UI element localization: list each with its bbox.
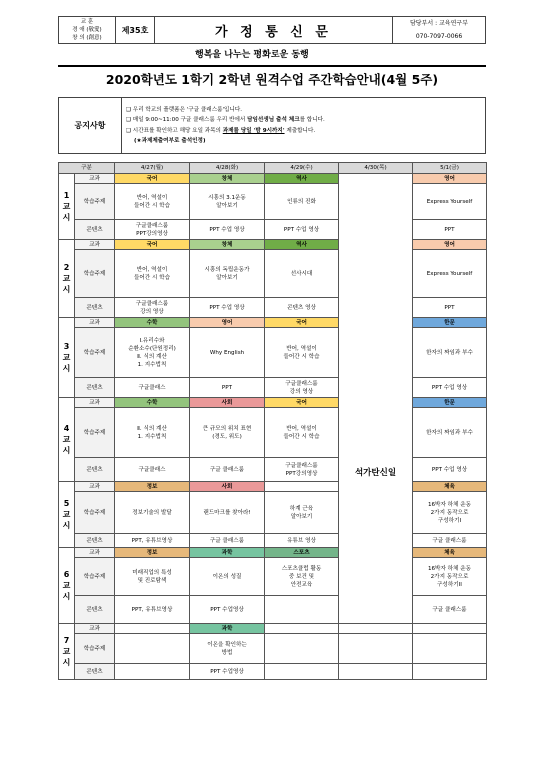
header-cell: 4/29(수) bbox=[265, 163, 339, 174]
row-label: 교과 bbox=[75, 624, 115, 634]
holiday-cell bbox=[339, 174, 413, 624]
content-cell: 구글 클래스룸 bbox=[413, 534, 487, 548]
content-cell: 구글클래스룸 강의 영상 bbox=[265, 378, 339, 398]
subject-cell bbox=[115, 624, 190, 634]
motto-line: 창 의 (創意) bbox=[72, 35, 102, 41]
content-cell: PPT bbox=[413, 298, 487, 318]
content-cell: PPT 수업 영상 bbox=[190, 298, 265, 318]
row-label: 학습주제 bbox=[75, 328, 115, 378]
period-label-char: 1 bbox=[63, 191, 70, 200]
subject-cell: 국어 bbox=[265, 318, 339, 328]
period-label-char: 시 bbox=[62, 521, 71, 530]
subject-cell: 수학 bbox=[115, 398, 190, 408]
row-label: 콘텐츠 bbox=[75, 378, 115, 398]
content-cell: PPT, 유튜브영상 bbox=[115, 596, 190, 624]
topic-cell: 스포츠클럽 활동 중 보건 및 안전교육 bbox=[265, 558, 339, 596]
subject-cell: 수학 bbox=[115, 318, 190, 328]
subject-cell bbox=[265, 482, 339, 492]
issue-number: 제35호 bbox=[116, 17, 155, 44]
subject-cell: 창체 bbox=[190, 174, 265, 184]
topic-cell: 선사시대 bbox=[265, 250, 339, 298]
department: 담당부서 : 교육연구부 bbox=[409, 20, 468, 27]
row-label: 교과 bbox=[75, 240, 115, 250]
schedule-row bbox=[59, 634, 487, 664]
content-cell bbox=[115, 664, 190, 680]
row-label: 학습주제 bbox=[75, 250, 115, 298]
content-cell bbox=[265, 664, 339, 680]
period-label-char: 교 bbox=[62, 202, 71, 211]
period-label-char: 교 bbox=[62, 510, 71, 519]
header-cell: 구분 bbox=[59, 163, 115, 174]
period-label bbox=[59, 318, 75, 398]
subject-cell: 국어 bbox=[115, 174, 190, 184]
period-label-char: 7 bbox=[63, 636, 70, 645]
notice-label: 공지사항 bbox=[59, 98, 122, 154]
divider bbox=[58, 65, 486, 67]
schedule-row bbox=[59, 174, 487, 184]
motto-line: 경 애 (敬愛) bbox=[72, 27, 102, 33]
topic-cell: 미래직업의 특성 및 진로탐색 bbox=[115, 558, 190, 596]
period-label-char: 6 bbox=[63, 570, 70, 579]
subject-cell: 한문 bbox=[413, 318, 487, 328]
topic-cell: 이온을 확인하는 방법 bbox=[190, 634, 265, 664]
period-label-char: 교 bbox=[62, 647, 71, 656]
period-label-char: 시 bbox=[62, 213, 71, 222]
period-label-char: 2 bbox=[63, 263, 70, 272]
period-label-char: 교 bbox=[62, 435, 71, 444]
topic-cell: Ⅱ. 식의 계산 1. 지수법칙 bbox=[115, 408, 190, 458]
content-cell: PPT 수업영상 bbox=[190, 596, 265, 624]
notice-line bbox=[126, 115, 485, 126]
topic-cell: Why English bbox=[190, 328, 265, 378]
topic-cell: 16박자 하체 운동 2가지 동작으로 구성하기I bbox=[413, 492, 487, 534]
row-label: 교과 bbox=[75, 398, 115, 408]
period-label bbox=[59, 174, 75, 240]
subject-cell: 정보 bbox=[115, 482, 190, 492]
header-cell: 4/30(목) bbox=[339, 163, 413, 174]
row-label: 콘텐츠 bbox=[75, 298, 115, 318]
topic-cell bbox=[339, 634, 413, 664]
row-label: 교과 bbox=[75, 548, 115, 558]
notice-line bbox=[126, 126, 485, 137]
subject-cell: 체육 bbox=[413, 548, 487, 558]
row-label: 콘텐츠 bbox=[75, 220, 115, 240]
content-cell: 구글클래스 bbox=[115, 378, 190, 398]
period-label bbox=[59, 624, 75, 680]
notice-text: ❑ 시간표를 확인하고 해당 요일 과목의 bbox=[126, 127, 223, 134]
content-cell: PPT bbox=[413, 220, 487, 240]
topic-cell: Ⅰ.유리수와 순환소수(단원정리) Ⅱ. 식의 계산 1. 지수법칙 bbox=[115, 328, 190, 378]
content-cell bbox=[339, 664, 413, 680]
content-cell bbox=[413, 664, 487, 680]
schedule-row bbox=[59, 492, 487, 534]
subject-cell: 역사 bbox=[265, 174, 339, 184]
school-motto bbox=[59, 17, 116, 44]
schedule-row bbox=[59, 458, 487, 482]
topic-cell: 한자의 짜임과 부수 bbox=[413, 328, 487, 378]
subject-cell: 영어 bbox=[190, 318, 265, 328]
header-cell: 4/28(화) bbox=[190, 163, 265, 174]
schedule-row bbox=[59, 318, 487, 328]
period-label bbox=[59, 548, 75, 624]
row-label: 콘텐츠 bbox=[75, 596, 115, 624]
schedule-row bbox=[59, 664, 487, 680]
topic-cell: 시흥의 3.1운동 알아보기 bbox=[190, 184, 265, 220]
subject-cell: 스포츠 bbox=[265, 548, 339, 558]
topic-cell: 인류의 진화 bbox=[265, 184, 339, 220]
schedule-row bbox=[59, 250, 487, 298]
topic-cell: 큰 규모의 위치 표현 (경도, 위도) bbox=[190, 408, 265, 458]
notice-line bbox=[126, 136, 485, 147]
notice-text: ❑ 매일 9:00~11:00 구글 클래스룸 우리 반에서 bbox=[126, 117, 248, 123]
period-label-char: 5 bbox=[63, 499, 70, 508]
schedule-row bbox=[59, 596, 487, 624]
schedule-row bbox=[59, 184, 487, 220]
period-label-char: 4 bbox=[63, 424, 70, 433]
subject-cell: 영어 bbox=[413, 174, 487, 184]
content-cell: PPT 수업영상 bbox=[190, 664, 265, 680]
content-cell: 구글클래스룸 강의 영상 bbox=[115, 298, 190, 318]
schedule-row bbox=[59, 378, 487, 398]
content-cell: PPT 수업 영상 bbox=[413, 458, 487, 482]
subject-cell: 한문 bbox=[413, 398, 487, 408]
period-label-char: 교 bbox=[62, 581, 71, 590]
period-label-char: 시 bbox=[62, 446, 71, 455]
phone-number: 070-7097-0066 bbox=[415, 33, 463, 40]
notice-body bbox=[122, 98, 486, 154]
subject-cell: 역사 bbox=[265, 240, 339, 250]
schedule-row bbox=[59, 534, 487, 548]
row-label: 교과 bbox=[75, 174, 115, 184]
row-label: 학습주제 bbox=[75, 184, 115, 220]
topic-cell: 정보기술의 발달 bbox=[115, 492, 190, 534]
content-cell: 구글클래스룸 PPT강의영상 bbox=[115, 220, 190, 240]
subject-cell bbox=[413, 624, 487, 634]
notice-box bbox=[58, 97, 486, 154]
subject-cell: 정보 bbox=[115, 548, 190, 558]
content-cell: 구글클래스 bbox=[115, 458, 190, 482]
subject-cell: 사회 bbox=[190, 482, 265, 492]
schedule-row bbox=[59, 548, 487, 558]
notice-emphasis: 과제를 당일 '밤 9시까지' bbox=[222, 127, 285, 134]
content-cell: PPT bbox=[190, 378, 265, 398]
holiday-label: 석가탄신일 bbox=[354, 468, 397, 478]
row-label: 콘텐츠 bbox=[75, 664, 115, 680]
content-cell: 구글 클래스룸 bbox=[190, 534, 265, 548]
contact-info bbox=[393, 17, 486, 44]
row-label: 콘텐츠 bbox=[75, 534, 115, 548]
schedule-row bbox=[59, 558, 487, 596]
schedule-row bbox=[59, 408, 487, 458]
topic-cell: 반어, 역설이 들어간 시 학습 bbox=[265, 408, 339, 458]
row-label: 콘텐츠 bbox=[75, 458, 115, 482]
period-label-char: 교 bbox=[62, 353, 71, 362]
topic-cell: 16박자 하체 운동 2가지 동작으로 구성하기II bbox=[413, 558, 487, 596]
motto-line: 교 훈 bbox=[80, 19, 94, 25]
content-cell: PPT 수업 영상 bbox=[190, 220, 265, 240]
topic-cell: 랜드마크를 찾아라! bbox=[190, 492, 265, 534]
topic-cell: 반어, 역설이 들어간 시 학습 bbox=[115, 184, 190, 220]
header-cell: 5/1(금) bbox=[413, 163, 487, 174]
content-cell: 유튜브 영상 bbox=[265, 534, 339, 548]
period-label bbox=[59, 398, 75, 482]
subject-cell: 사회 bbox=[190, 398, 265, 408]
schedule-row bbox=[59, 624, 487, 634]
period-label bbox=[59, 240, 75, 318]
period-label-char: 시 bbox=[62, 285, 71, 294]
subject-cell: 과학 bbox=[190, 624, 265, 634]
topic-cell: Express Yourself bbox=[413, 184, 487, 220]
content-cell: 구글 클래스룸 bbox=[413, 596, 487, 624]
schedule-row bbox=[59, 328, 487, 378]
subject-cell: 국어 bbox=[265, 398, 339, 408]
topic-cell: 하계 근육 알아보기 bbox=[265, 492, 339, 534]
topic-cell: 이온의 성질 bbox=[190, 558, 265, 596]
content-cell: PPT 수업 영상 bbox=[413, 378, 487, 398]
notice-text: 를 합니다. bbox=[299, 117, 325, 123]
subject-cell bbox=[339, 624, 413, 634]
content-cell: 콘텐츠 영상 bbox=[265, 298, 339, 318]
subject-cell: 창체 bbox=[190, 240, 265, 250]
notice-emphasis: (★과제제출여부로 출석인정) bbox=[134, 138, 206, 144]
schedule-row bbox=[59, 298, 487, 318]
notice-line: ❑ 우리 학교의 플랫폼은 '구글 클래스룸'입니다. bbox=[126, 106, 243, 113]
subject-cell bbox=[265, 624, 339, 634]
subject-cell: 국어 bbox=[115, 240, 190, 250]
topic-cell: Express Yourself bbox=[413, 250, 487, 298]
topic-cell bbox=[265, 634, 339, 664]
subject-cell: 영어 bbox=[413, 240, 487, 250]
slogan: 행복을 나누는 평화로운 동행 bbox=[195, 50, 309, 60]
notice-text: 제출합니다. bbox=[284, 127, 316, 134]
topic-cell: 한자의 짜임과 부수 bbox=[413, 408, 487, 458]
content-cell: 구글 클래스룸 bbox=[190, 458, 265, 482]
schedule-header-row bbox=[59, 163, 487, 174]
subject-cell: 과학 bbox=[190, 548, 265, 558]
page-title: 2020학년도 1학기 2학년 원격수업 주간학습안내(4월 5주) bbox=[105, 72, 439, 87]
subject-cell: 체육 bbox=[413, 482, 487, 492]
topic-cell: 반어, 역설이 들어간 시 학습 bbox=[265, 328, 339, 378]
schedule-row bbox=[59, 482, 487, 492]
period-label-char: 시 bbox=[62, 364, 71, 373]
topic-cell bbox=[413, 634, 487, 664]
content-cell bbox=[265, 596, 339, 624]
newsletter-title: 가 정 통 신 문 bbox=[155, 17, 393, 44]
row-label: 교과 bbox=[75, 318, 115, 328]
content-cell: PPT 수업 영상 bbox=[265, 220, 339, 240]
schedule-row bbox=[59, 398, 487, 408]
topic-cell: 반어, 역설이 들어간 시 학습 bbox=[115, 250, 190, 298]
row-label: 교과 bbox=[75, 482, 115, 492]
row-label: 학습주제 bbox=[75, 408, 115, 458]
period-label-char: 교 bbox=[62, 274, 71, 283]
row-label: 학습주제 bbox=[75, 492, 115, 534]
masthead bbox=[58, 16, 486, 44]
schedule-row bbox=[59, 220, 487, 240]
row-label: 학습주제 bbox=[75, 634, 115, 664]
period-label-char: 3 bbox=[63, 342, 70, 351]
content-cell: 구글클래스룸 PPT강의영상 bbox=[265, 458, 339, 482]
period-label-char: 시 bbox=[62, 658, 71, 667]
header-cell: 4/27(월) bbox=[115, 163, 190, 174]
content-cell: PPT, 유튜브영상 bbox=[115, 534, 190, 548]
schedule-row bbox=[59, 240, 487, 250]
weekly-schedule-table bbox=[58, 162, 487, 680]
period-label bbox=[59, 482, 75, 548]
row-label: 학습주제 bbox=[75, 558, 115, 596]
topic-cell: 시흥의 독립운동가 알아보기 bbox=[190, 250, 265, 298]
notice-emphasis: 담임선생님 출석 체크 bbox=[247, 117, 300, 123]
period-label-char: 시 bbox=[62, 592, 71, 601]
topic-cell bbox=[115, 634, 190, 664]
